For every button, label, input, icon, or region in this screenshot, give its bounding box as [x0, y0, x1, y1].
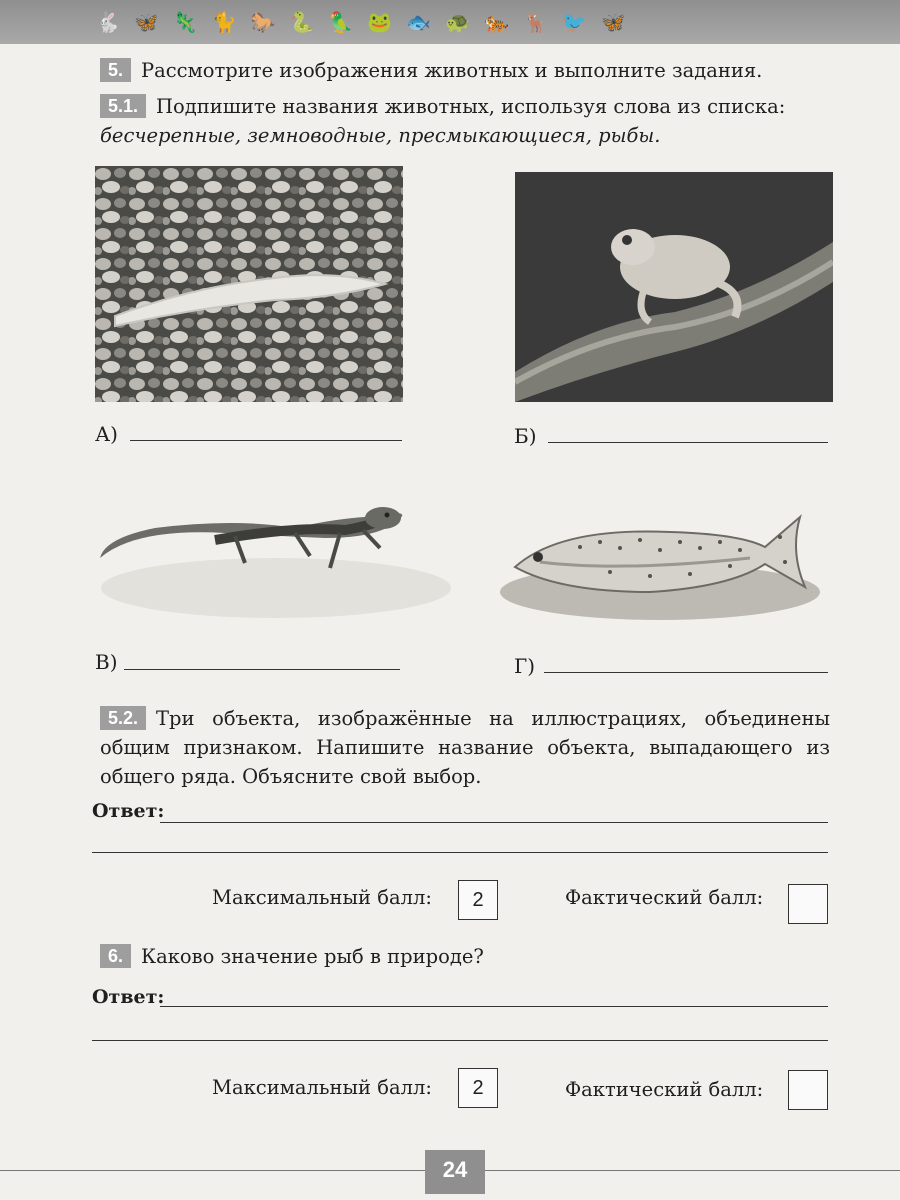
- label-a: А): [95, 422, 118, 446]
- max-score-box: 2: [458, 1068, 498, 1108]
- task-5-1-prompt: [100, 92, 830, 150]
- task-number-badge: 5.2.: [100, 706, 146, 730]
- task-5-1-text: Подпишите названия животных, используя слова из списка:: [156, 95, 786, 118]
- animal-silhouettes: [95, 10, 640, 34]
- actual-score-box[interactable]: [788, 1070, 828, 1110]
- lizard-photo: [95, 478, 457, 628]
- task-5-2-prompt: [100, 704, 830, 791]
- answer-line-v[interactable]: [124, 669, 400, 670]
- task-number-badge: 6.: [100, 944, 131, 968]
- answer-line-5-2-first[interactable]: [160, 822, 828, 823]
- task-6-text: Каково значение рыб в природе?: [141, 945, 484, 968]
- animal-silhouette-icon: 🐎: [250, 10, 276, 34]
- answer-line-g[interactable]: [544, 672, 828, 673]
- animal-silhouette-icon: 🦎: [172, 10, 198, 34]
- label-v: В): [95, 650, 118, 674]
- task-5-prompt: [100, 56, 830, 85]
- answer-line-a[interactable]: [130, 440, 402, 441]
- answer-line-6-second[interactable]: [92, 1040, 828, 1041]
- label-b: Б): [514, 424, 537, 448]
- task-5-text: Рассмотрите изображения животных и выполните задания.: [141, 59, 763, 82]
- actual-score-label: Фактический балл:: [565, 1078, 764, 1101]
- animal-silhouette-icon: 🐟: [406, 10, 432, 34]
- header-band: [0, 0, 900, 44]
- max-score-label: Максимальный балл:: [212, 1076, 432, 1099]
- label-g: Г): [514, 654, 536, 678]
- task-6-prompt: [100, 942, 830, 971]
- max-score-label: Максимальный балл:: [212, 886, 432, 909]
- task-number-badge: 5.: [100, 58, 131, 82]
- animal-silhouette-icon: 🐸: [367, 10, 393, 34]
- max-score-box: 2: [458, 880, 498, 920]
- animal-silhouette-icon: 🐈: [211, 10, 237, 34]
- frog-photo: [515, 172, 833, 402]
- actual-score-box[interactable]: [788, 884, 828, 924]
- animal-silhouette-icon: 🦜: [328, 10, 354, 34]
- lancelet-photo: [95, 166, 403, 402]
- word-list: бесчерепные, земноводные, пресмыкающиеся, рыбы.: [100, 124, 661, 147]
- answer-label: Ответ:: [92, 986, 165, 1008]
- animal-silhouette-icon: 🐦: [561, 10, 587, 34]
- animal-silhouette-icon: 🐍: [289, 10, 315, 34]
- animal-silhouette-icon: 🐅: [484, 10, 509, 34]
- trout-photo: [500, 492, 830, 627]
- answer-line-5-2-second[interactable]: [92, 852, 828, 853]
- animal-silhouette-icon: 🦋: [133, 10, 159, 34]
- animal-silhouette-icon: 🐇: [95, 10, 120, 34]
- answer-label: Ответ:: [92, 800, 165, 822]
- task-5-2-text: Три объекта, изображённые на иллюстрациях, объединены общим признаком. Напишите название объекта, выпадающего из общего ряда. Объясните свой выбор.: [100, 707, 830, 788]
- animal-silhouette-icon: 🐢: [445, 10, 471, 34]
- answer-line-b[interactable]: [548, 442, 828, 443]
- animal-silhouette-icon: 🦌: [522, 10, 548, 34]
- task-number-badge: 5.1.: [100, 94, 146, 118]
- answer-line-6-first[interactable]: [160, 1006, 828, 1007]
- page-number: 24: [425, 1150, 485, 1194]
- animal-silhouette-icon: 🦋: [600, 10, 626, 34]
- actual-score-label: Фактический балл:: [565, 886, 764, 909]
